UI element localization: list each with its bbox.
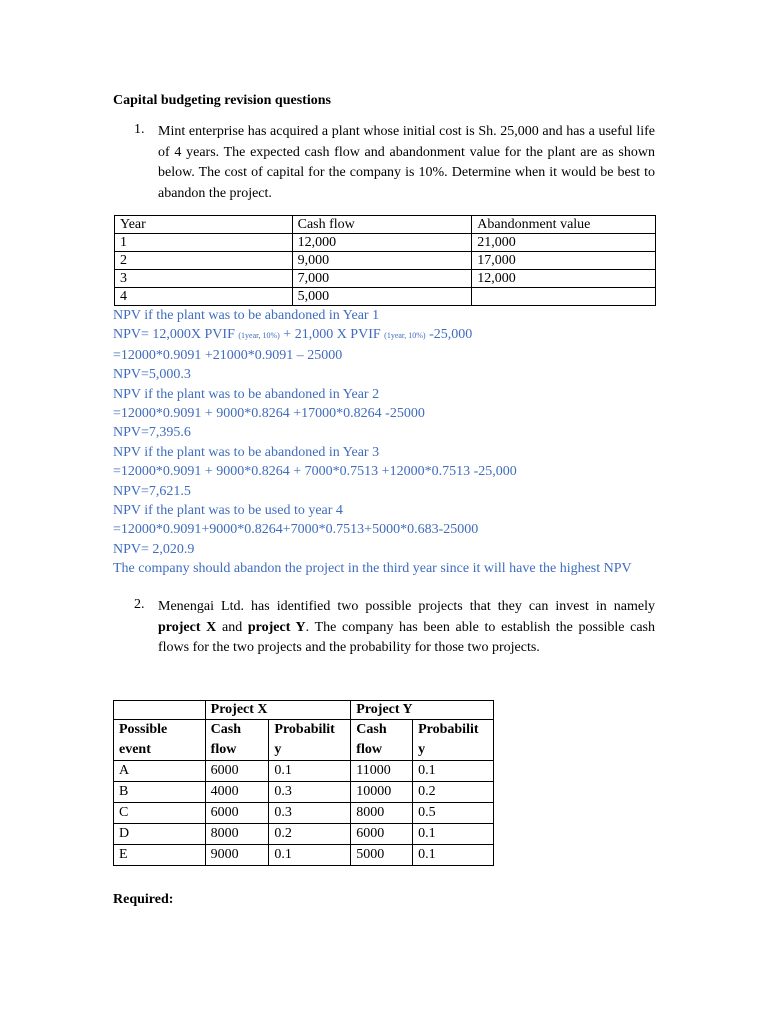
answer-line: =12000*0.9091+9000*0.8264+7000*0.7513+5000*0.683-25000 bbox=[113, 522, 479, 538]
question-2-text: Menengai Ltd. has identified two possible projects that they can invest in namely project X and project Y. The company has been able to establish the possible cash flows for the two projects and the probability for those two projects. bbox=[158, 599, 656, 656]
table-cell: 6000 bbox=[205, 761, 269, 782]
cash-flow-table bbox=[114, 215, 656, 306]
header-cell: Project Y bbox=[351, 701, 494, 720]
answer-block bbox=[113, 306, 656, 579]
table-cell: 0.1 bbox=[413, 824, 494, 845]
header-cell: Abandonment value bbox=[472, 216, 656, 234]
table-row bbox=[115, 288, 656, 306]
question-2 bbox=[134, 597, 655, 659]
subscript: (1year, 10%) bbox=[238, 331, 280, 341]
table-cell: E bbox=[114, 845, 206, 866]
table-cell: 0.5 bbox=[413, 803, 494, 824]
answer-line: NPV if the plant was to be abandoned in Year 1 bbox=[113, 308, 380, 323]
question-1 bbox=[134, 122, 655, 204]
header-cell: Project X bbox=[205, 701, 351, 720]
answer-conclusion: The company should abandon the project in the third year since it will have the highest NPV bbox=[113, 561, 632, 577]
table-cell: 0.3 bbox=[269, 782, 351, 803]
table-cell: 6000 bbox=[351, 824, 413, 845]
table-cell: 17,000 bbox=[472, 252, 656, 270]
required-label: Required: bbox=[113, 892, 174, 907]
table-header-row bbox=[115, 216, 656, 234]
table-cell: 7,000 bbox=[292, 270, 472, 288]
question-1-text: Mint enterprise has acquired a plant whose initial cost is Sh. 25,000 and has a useful life of 4 years. The expected cash flow and abandonment value for the plant are as shown below. The cost of capital for the company is 10%. Determine when it would be best to abandon the project. bbox=[158, 124, 655, 201]
table-row bbox=[114, 803, 494, 824]
table-cell: 21,000 bbox=[472, 234, 656, 252]
table-header-row bbox=[114, 720, 494, 761]
table-cell: 3 bbox=[115, 270, 293, 288]
answer-line: NPV=7,621.5 bbox=[113, 483, 191, 499]
question-1-number: 1. bbox=[134, 122, 145, 137]
header-cell: Year bbox=[115, 216, 293, 234]
header-cell: Probabilit y bbox=[269, 720, 351, 761]
table-row bbox=[115, 270, 656, 288]
table-cell: C bbox=[114, 803, 206, 824]
answer-line: NPV if the plant was to be abandoned in Year 2 bbox=[113, 386, 380, 402]
answer-line: NPV=5,000.3 bbox=[113, 367, 191, 383]
project-y-label: project Y bbox=[247, 619, 306, 635]
table-cell: 12,000 bbox=[292, 234, 472, 252]
table-cell: 0.1 bbox=[413, 761, 494, 782]
table-row bbox=[115, 234, 656, 252]
table-cell: 0.2 bbox=[269, 824, 351, 845]
table-row bbox=[115, 252, 656, 270]
table-cell: 0.3 bbox=[269, 803, 351, 824]
table-cell: D bbox=[114, 824, 206, 845]
table-cell: 6000 bbox=[205, 803, 269, 824]
table-cell: 5000 bbox=[351, 845, 413, 866]
table-cell: B bbox=[114, 782, 206, 803]
projects-table bbox=[113, 700, 494, 866]
answer-line: NPV if the plant was to be used to year 4 bbox=[113, 503, 343, 519]
table-row bbox=[114, 782, 494, 803]
header-cell: Probabilit y bbox=[413, 720, 494, 761]
table-cell: 5,000 bbox=[292, 288, 472, 306]
table-cell: 12,000 bbox=[472, 270, 656, 288]
question-2-number: 2. bbox=[134, 597, 145, 612]
table-row bbox=[114, 824, 494, 845]
table-row bbox=[114, 761, 494, 782]
answer-line: NPV= 2,020.9 bbox=[113, 541, 195, 557]
answer-line: =12000*0.9091 +21000*0.9091 – 25000 bbox=[113, 347, 343, 363]
answer-line: NPV=7,395.6 bbox=[113, 425, 191, 441]
table-cell: 11000 bbox=[351, 761, 413, 782]
document-heading: Capital budgeting revision questions bbox=[113, 93, 331, 108]
header-cell: Possible event bbox=[114, 720, 206, 761]
answer-line: NPV= 12,000X PVIF (1year, 10%) + 21,000 X PVIF (1year, 10%) -25,000 bbox=[113, 327, 473, 343]
table-cell: 4000 bbox=[205, 782, 269, 803]
table-cell: 0.1 bbox=[413, 845, 494, 866]
table-header-row bbox=[114, 701, 494, 720]
table-cell: 10000 bbox=[351, 782, 413, 803]
table-cell: 0.2 bbox=[413, 782, 494, 803]
table-cell: 8000 bbox=[351, 803, 413, 824]
answer-line: NPV if the plant was to be abandoned in Year 3 bbox=[113, 444, 380, 460]
table-cell bbox=[472, 288, 656, 306]
answer-line: =12000*0.9091 + 9000*0.8264 +17000*0.8264 -25000 bbox=[113, 406, 425, 422]
table-cell: 4 bbox=[115, 288, 293, 306]
table-cell: 9000 bbox=[205, 845, 269, 866]
table-cell: 0.1 bbox=[269, 761, 351, 782]
table-cell: 1 bbox=[115, 234, 293, 252]
subscript: (1year, 10%) bbox=[384, 331, 426, 341]
header-cell: Cash flow bbox=[205, 720, 269, 761]
header-cell: Cash flow bbox=[351, 720, 413, 761]
table-cell: 9,000 bbox=[292, 252, 472, 270]
project-x-label: project X bbox=[158, 619, 217, 635]
header-cell: Cash flow bbox=[292, 216, 472, 234]
header-cell bbox=[114, 701, 206, 720]
table-cell: 8000 bbox=[205, 824, 269, 845]
table-cell: A bbox=[114, 761, 206, 782]
answer-line: =12000*0.9091 + 9000*0.8264 + 7000*0.7513 +12000*0.7513 -25,000 bbox=[113, 464, 517, 480]
table-cell: 0.1 bbox=[269, 845, 351, 866]
table-row bbox=[114, 845, 494, 866]
table-cell: 2 bbox=[115, 252, 293, 270]
